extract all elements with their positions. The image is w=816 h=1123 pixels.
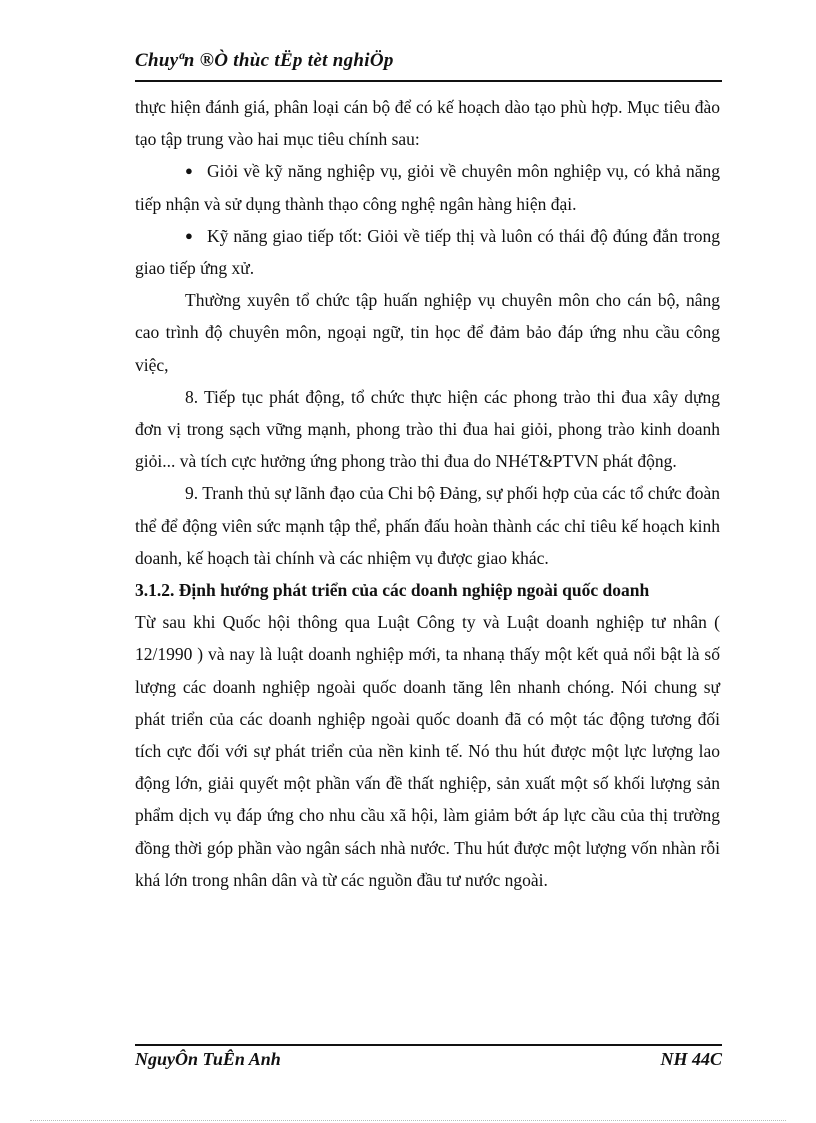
page-bottom-divider: [30, 1120, 786, 1121]
header-title: Chuyªn ®Ò thùc tËp tèt nghiÖp: [135, 50, 394, 71]
page-footer: [135, 1044, 722, 1086]
paragraph-private-enterprise: Từ sau khi Quốc hội thông qua Luật Công ty và Luật doanh nghiệp tư nhân ( 12/1990 ) và nay là luật doanh nghiệp mới, ta nhanạ thấy một kết quả nổi bật là số lượng các doanh nghiệp ngoài quốc doanh tăng lên nhanh chóng. Nói chung sự phát triển của các doanh nghiệp ngoài quốc doanh đã có một tác động tương đối tích cực đối với sự phát triển của nền kinh tế. Nó thu hút được một lực lượng lao động lớn, giải quyết một phần vấn đề thất nghiệp, sản xuất một số khối lượng sản phẩm dịch vụ đáp ứng cho nhu cầu xã hội, làm giảm bớt áp lực cầu của thị trường đồng thời góp phần vào ngân sách nhà nước. Thu hút được một lượng vốn nhàn rỗi khá lớn trong nhân dân và từ các nguồn đầu tư nước ngoài.: [135, 612, 720, 890]
paragraph-intro-continued: thực hiện đánh giá, phân loại cán bộ để có kế hoạch dào tạo phù hợp. Mục tiêu đào tạo tập trung vào hai mục tiêu chính sau:: [135, 97, 720, 150]
bullet-dot-icon: ●: [185, 163, 193, 179]
document-body: [135, 91, 720, 896]
section-heading: 3.1.2. Định hướng phát triển của các doanh nghiệp ngoài quốc doanh: [135, 580, 650, 601]
paragraph-training: Thường xuyên tổ chức tập huấn nghiệp vụ chuyên môn cho cán bộ, nâng cao trình độ chuyên môn, ngoại ngữ, tin học để đảm bảo đáp ứng nhu cầu công việc,: [135, 290, 720, 375]
bullet-item-communication: [135, 220, 720, 284]
footer-class-code: NH 44C: [660, 1049, 722, 1069]
footer-author: NguyÔn TuÊn Anh: [135, 1049, 281, 1069]
bullet-text: Giỏi về kỹ năng nghiệp vụ, giỏi về chuyên môn nghiệp vụ, có khả năng tiếp nhận và sử dụng thành thạo công nghệ ngân hàng hiện đại.: [135, 161, 720, 214]
bullet-dot-icon: ●: [185, 227, 193, 243]
bullet-item-skills: [135, 155, 720, 219]
bullet-text: Kỹ năng giao tiếp tốt: Giỏi về tiếp thị và luôn có thái độ đúng đắn trong giao tiếp ứng xử.: [135, 225, 720, 279]
paragraph-item-9: 9. Tranh thủ sự lãnh đạo của Chi bộ Đảng, sự phối hợp của các tổ chức đoàn thể để động viên sức mạnh tập thể, phấn đấu hoàn thành các chỉ tiêu kế hoạch kinh doanh, kế hoạch tài chính và các nhiệm vụ được giao khác.: [135, 483, 720, 568]
page-header: [135, 46, 722, 82]
paragraph-item-8: 8. Tiếp tục phát động, tổ chức thực hiện các phong trào thi đua xây dựng đơn vị trong sạch vững mạnh, phong trào thi đua hai giỏi, phong trào kinh doanh giỏi... và tích cực hưởng ứng phong trào thi đua do NHéT&PTVN phát động.: [135, 386, 720, 472]
